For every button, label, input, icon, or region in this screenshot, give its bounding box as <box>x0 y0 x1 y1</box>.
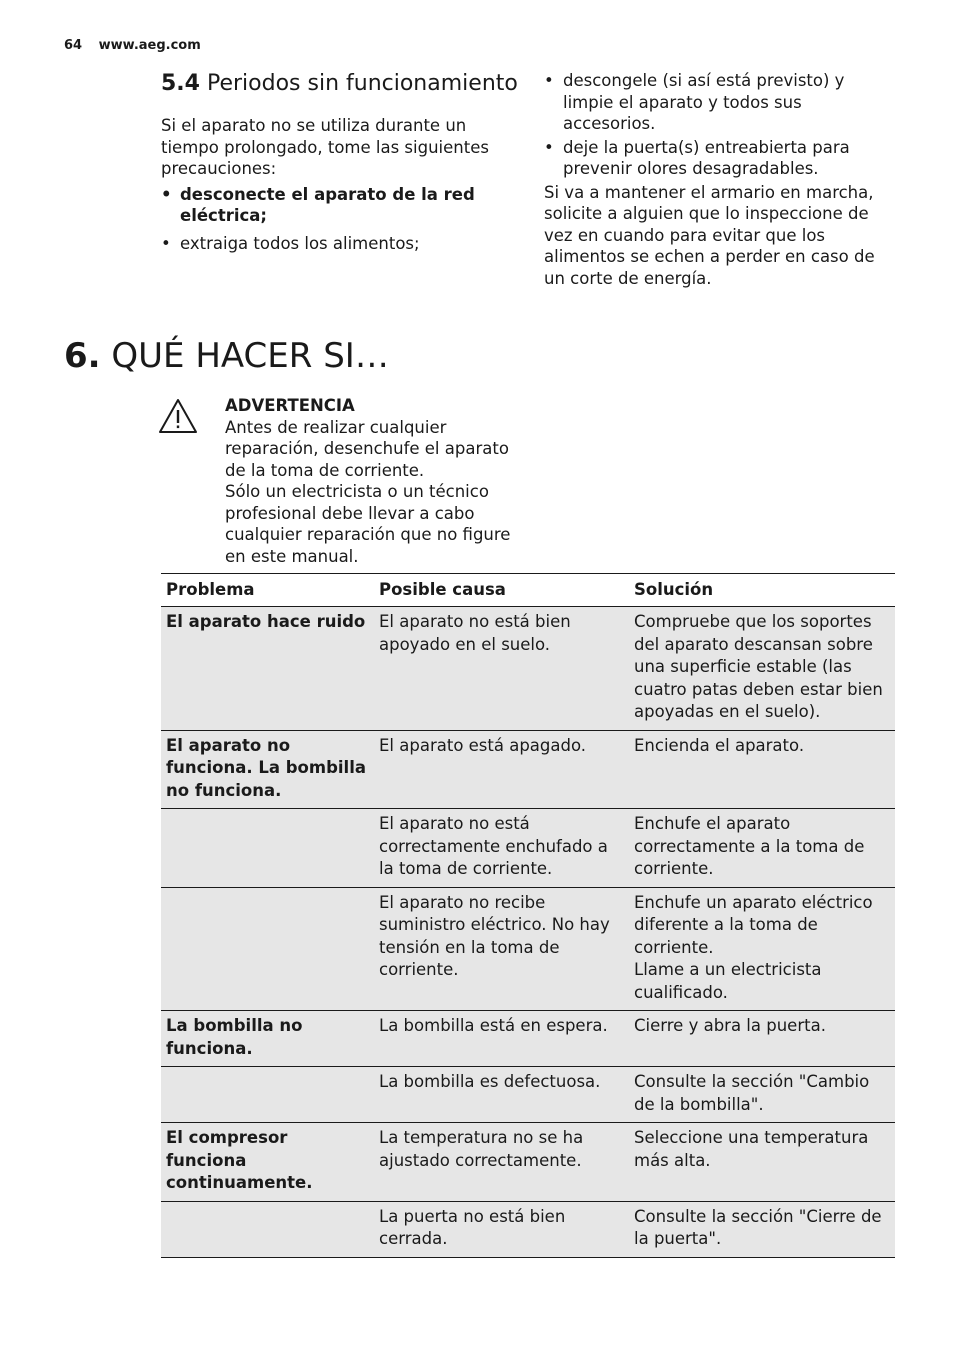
warning-box <box>225 395 525 567</box>
bullet-list-left <box>161 184 521 255</box>
cell-solution: Cierre y abra la puerta. <box>629 1011 895 1067</box>
cell-problem: El compresor funciona continuamente. <box>161 1123 374 1202</box>
table-row <box>161 1067 895 1123</box>
warning-triangle-icon <box>158 398 198 434</box>
website-url: www.aeg.com <box>98 38 201 53</box>
cell-cause: La bombilla está en espera. <box>374 1011 629 1067</box>
section-title-text: Periodos sin funcionamiento <box>206 71 518 96</box>
chapter-title <box>64 334 389 378</box>
section-closing: Si va a mantener el armario en marcha, solicite a alguien que lo inspeccione de vez en cuando para evitar que los alimentos se echen a perder en caso de un corte de energía. <box>544 182 875 288</box>
section-5-4-right-column <box>544 70 899 289</box>
cell-problem <box>161 1201 374 1257</box>
warning-text: Antes de realizar cualquier reparación, desenchufe el aparato de la toma de corriente. Sólo un electricista o un técnico profesional debe llevar a cabo cualquier reparación que no figure en este manual. <box>225 417 511 566</box>
table-row <box>161 1123 895 1202</box>
chapter-title-text: QUÉ HACER SI… <box>111 336 389 376</box>
cell-cause: El aparato no está bien apoyado en el suelo. <box>374 607 629 731</box>
table-header-row <box>161 574 895 607</box>
cell-solution: Enchufe un aparato eléctrico diferente a la toma de corriente. Llame a un electricista cualificado. <box>629 887 895 1011</box>
section-5-4-left-column <box>161 70 521 258</box>
cell-problem <box>161 1067 374 1123</box>
bullet-list-right <box>544 70 899 180</box>
warning-title: ADVERTENCIA <box>225 396 355 415</box>
list-item: • desconecte el aparato de la red eléctrica; <box>161 184 475 225</box>
cell-cause: El aparato no recibe suministro eléctrico. No hay tensión en la toma de corriente. <box>374 887 629 1011</box>
table-row <box>161 1011 895 1067</box>
table-row <box>161 1201 895 1257</box>
cell-problem: La bombilla no funciona. <box>161 1011 374 1067</box>
cell-problem <box>161 887 374 1011</box>
cell-solution: Consulte la sección "Cambio de la bombilla". <box>629 1067 895 1123</box>
cell-cause: El aparato no está correctamente enchufado a la toma de corriente. <box>374 809 629 888</box>
cell-cause: La bombilla es defectuosa. <box>374 1067 629 1123</box>
header-solution: Solución <box>629 574 895 607</box>
table-row <box>161 809 895 888</box>
cell-solution: Consulte la sección "Cierre de la puerta". <box>629 1201 895 1257</box>
section-number: 5.4 <box>161 71 200 96</box>
list-item: • extraiga todos los alimentos; <box>161 233 420 253</box>
section-title <box>161 70 521 97</box>
cell-cause: El aparato está apagado. <box>374 730 629 809</box>
header-cause: Posible causa <box>374 574 629 607</box>
section-intro: Si el aparato no se utiliza durante un tiempo prolongado, tome las siguientes precauciones: <box>161 116 489 178</box>
cell-solution: Enchufe el aparato correctamente a la toma de corriente. <box>629 809 895 888</box>
cell-cause: La puerta no está bien cerrada. <box>374 1201 629 1257</box>
cell-cause: La temperatura no se ha ajustado correctamente. <box>374 1123 629 1202</box>
list-item: • descongele (si así está previsto) y limpie el aparato y todos sus accesorios. <box>544 71 845 133</box>
list-item: • deje la puerta(s) entreabierta para prevenir olores desagradables. <box>544 137 850 178</box>
cell-problem: El aparato no funciona. La bombilla no funciona. <box>161 730 374 809</box>
page-number: 64 <box>64 38 83 53</box>
cell-solution: Compruebe que los soportes del aparato descansan sobre una superficie estable (las cuatro patas deben estar bien apoyadas en el suelo). <box>629 607 895 731</box>
chapter-number: 6. <box>64 336 101 376</box>
troubleshooting-table <box>161 573 895 1258</box>
cell-problem: El aparato hace ruido <box>161 607 374 731</box>
table-row <box>161 730 895 809</box>
table-row <box>161 887 895 1011</box>
page-header <box>64 38 201 53</box>
cell-problem <box>161 809 374 888</box>
table-row <box>161 607 895 731</box>
cell-solution: Encienda el aparato. <box>629 730 895 809</box>
cell-solution: Seleccione una temperatura más alta. <box>629 1123 895 1202</box>
header-problem: Problema <box>161 574 374 607</box>
